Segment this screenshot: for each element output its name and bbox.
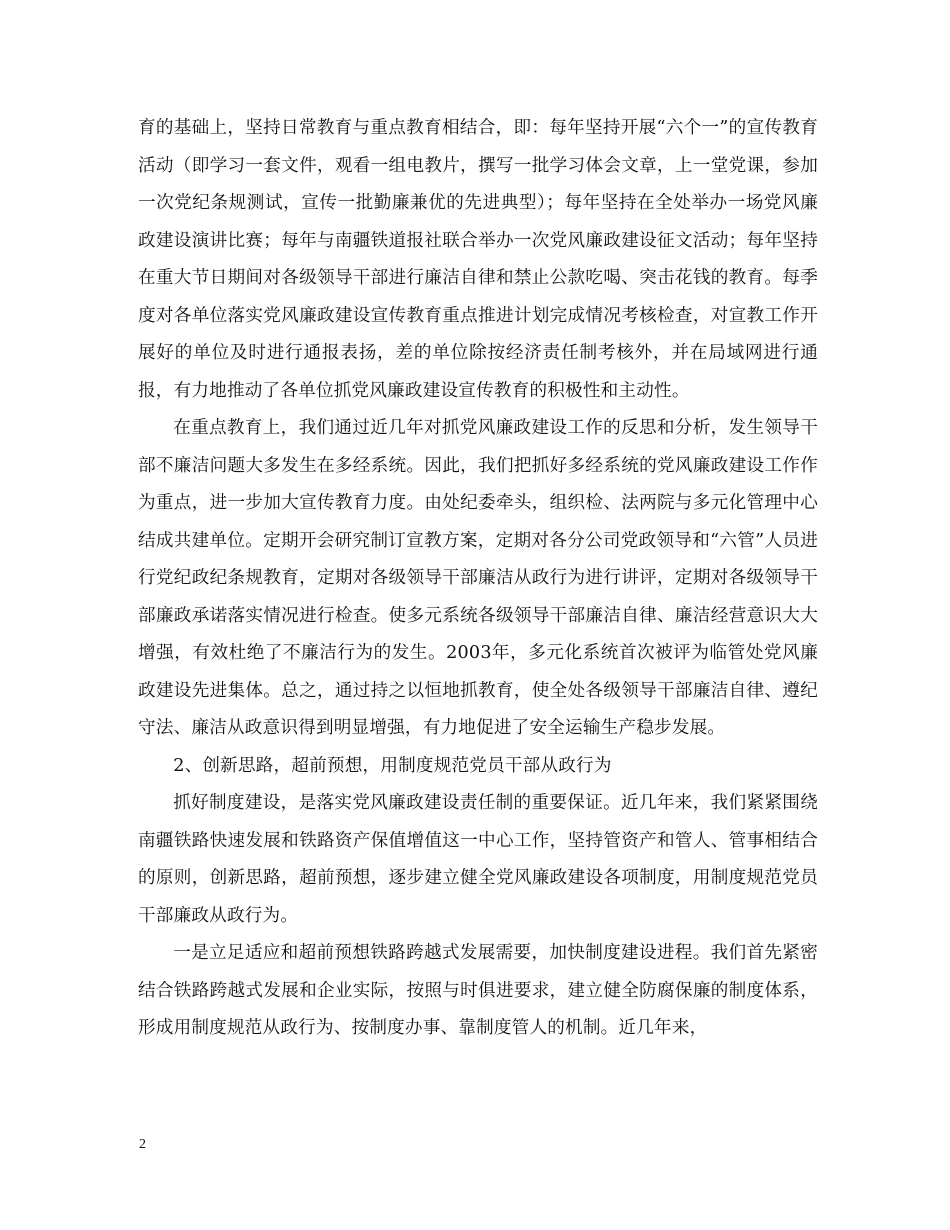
paragraph-2: 在重点教育上，我们通过近几年对抓党风廉政建设工作的反思和分析，发生领导干部不廉洁问题大多发生在多经系统。因此，我们把抓好多经系统的党风廉政建设工作作为重点，进一步加大宣传教育力度。由处纪委牵头，组织检、法两院与多元化管理中心结成共建单位。定期开会研究制订宣教方案，定期对各分公司党政领导和“六管”人员进行党纪政纪条规教育，定期对各级领导干部廉洁从政行为进行讲评，定期对各级领导干部廉政承诺落实情况进行检查。使多元系统各级领导干部廉洁自律、廉洁经营意识大大增强，有效杜绝了不廉洁行为的发生。2003年，多元化系统首次被评为临管处党风廉政建设先进集体。总之，通过持之以恒地抓教育，使全处各级领导干部廉洁自律、遵纪守法、廉洁从政意识得到明显增强，有力地促进了安全运输生产稳步发展。 [138,418,818,738]
paragraph-3: 抓好制度建设，是落实党风廉政建设责任制的重要保证。近几年来，我们紧紧围绕南疆铁路快速发展和铁路资产保值增值这一中心工作，坚持管资产和管人、管事相结合的原则，创新思路，超前预想，逐步建立健全党风廉政建设各项制度，用制度规范党员干部廉政从政行为。 [138,793,818,926]
page-number: 2 [139,1137,146,1152]
document-body [138,110,818,1048]
paragraph-1: 育的基础上，坚持日常教育与重点教育相结合，即：每年坚持开展“六个一”的宣传教育活动（即学习一套文件，观看一组电教片，撰写一批学习体会文章，上一堂党课，参加一次党纪条规测试，宣传一批勤廉兼优的先进典型）；每年坚持在全处举办一场党风廉政建设演讲比赛；每年与南疆铁道报社联合举办一次党风廉政建设征文活动；每年坚持在重大节日期间对各级领导干部进行廉洁自律和禁止公款吃喝、突击花钱的教育。每季度对各单位落实党风廉政建设宣传教育重点推进计划完成情况考核检查，对宣教工作开展好的单位及时进行通报表扬，差的单位除按经济责任制考核外，并在局域网进行通报，有力地推动了各单位抓党风廉政建设宣传教育的积极性和主动性。 [138,118,818,401]
paragraph-4: 一是立足适应和超前预想铁路跨越式发展需要，加快制度建设进程。我们首先紧密结合铁路跨越式发展和企业实际，按照与时俱进要求，建立健全防腐保廉的制度体系，形成用制度规范从政行为、按制度办事、靠制度管人的机制。近几年来， [138,943,818,1038]
section-heading: 2、创新思路，超前预想，用制度规范党员干部从政行为 [173,755,612,776]
